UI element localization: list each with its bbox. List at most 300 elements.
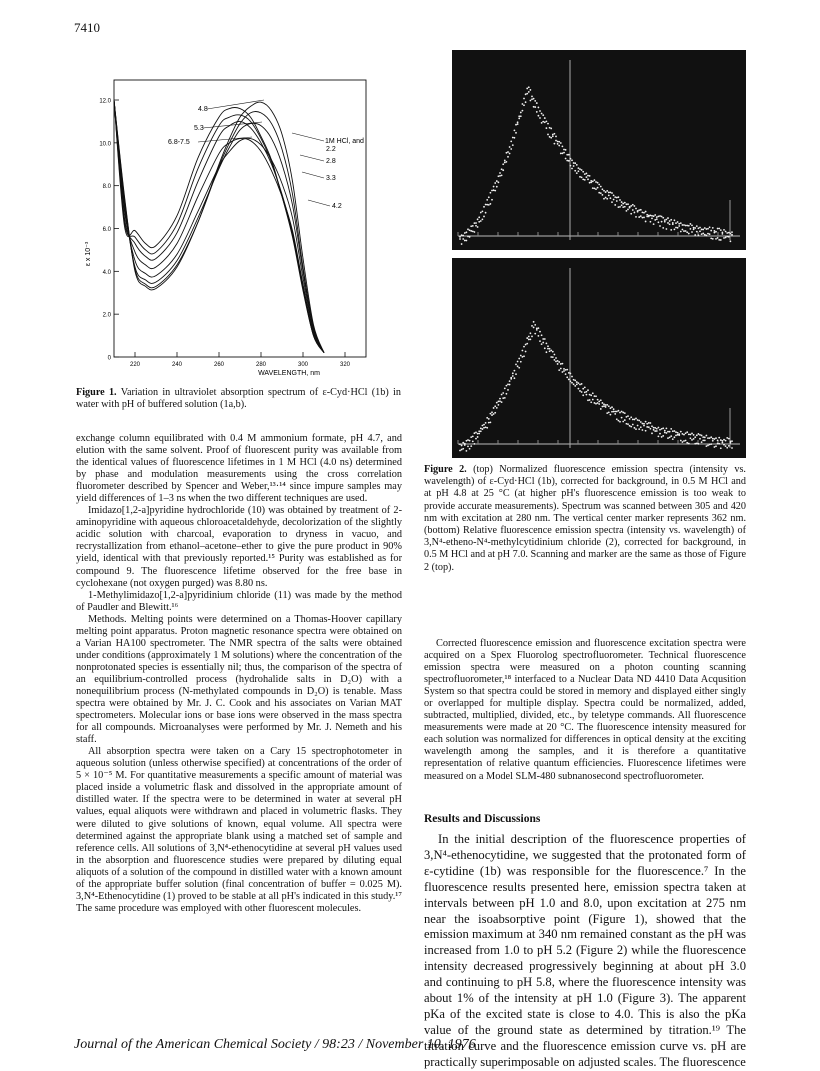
trace-dot (720, 447, 722, 449)
trace-dot (459, 236, 461, 238)
trace-dot (546, 127, 548, 129)
trace-dot (602, 402, 604, 404)
trace-dot (714, 232, 716, 234)
trace-dot (568, 160, 570, 162)
trace-dot (472, 230, 474, 232)
trace-dot (566, 369, 568, 371)
trace-dot (608, 411, 610, 413)
trace-dot (578, 167, 580, 169)
trace-dot (539, 110, 541, 112)
trace-dot (530, 338, 532, 340)
trace-dot (613, 411, 615, 413)
trace-dot (563, 368, 565, 370)
y-tick-label: 12.0 (99, 98, 111, 105)
trace-dot (493, 189, 495, 191)
trace-dot (578, 170, 580, 172)
trace-dot (590, 401, 592, 403)
trace-dot (554, 143, 556, 145)
trace-dot (478, 216, 480, 218)
trace-dot (579, 384, 581, 386)
trace-dot (579, 390, 581, 392)
curve-4-2 (114, 100, 324, 353)
curve-5-3 (114, 100, 324, 353)
trace-dot (573, 379, 575, 381)
trace-dot (526, 337, 528, 339)
trace-dot (522, 356, 524, 358)
trace-dot (710, 443, 712, 445)
trace-dot (459, 450, 461, 452)
trace-dot (646, 423, 648, 425)
trace-dot (554, 359, 556, 361)
trace-dot (616, 197, 618, 199)
trace-dot (606, 404, 608, 406)
trace-dot (680, 440, 682, 442)
trace-dot (670, 428, 672, 430)
trace-dot (728, 438, 730, 440)
trace-dot (541, 334, 543, 336)
trace-dot (731, 447, 733, 449)
trace-dot (461, 445, 463, 447)
trace-dot (678, 434, 680, 436)
trace-dot (547, 348, 549, 350)
trace-dot (586, 391, 588, 393)
trace-dot (638, 216, 640, 218)
trace-dot (491, 411, 493, 413)
photo-background (452, 258, 746, 458)
trace-dot (656, 430, 658, 432)
trace-dot (581, 383, 583, 385)
trace-dot (506, 393, 508, 395)
trace-dot (714, 446, 716, 448)
figure2-caption-text: (top) Normalized fluorescence emission spectra (intensity vs. wavelength) of ε-Cyd·HCl (1b), corrected for background, in 0.5 M HCl and at pH 4.8 at 25 °C (at higher pH's fluorescence emission is too weak to provide accurate measurements). Spectrum was scanned between 305 and 420 nm with excitation at 280 nm. The vertical center marker represents 362 nm. (bottom) Relative fluorescence emission spectra (intensity vs. wavelength) of 3,N⁴-etheno-N⁴-methylcytidinium chloride (2), corrected for background, in 0.5 M HCl and at pH 7.0. Scanning and marker are the same as those of Figure 2 (top). (424, 464, 746, 573)
trace-dot (518, 358, 520, 360)
trace-dot (528, 91, 530, 93)
figure1-curves (114, 100, 324, 353)
trace-dot (718, 228, 720, 230)
left-column-text (76, 433, 402, 915)
figure1-caption-text: Variation in ultraviolet absorption spectrum of ε-Cyd·HCl (1b) in water with pH of buffered solution (1a,b). (76, 387, 401, 411)
trace-dot (642, 211, 644, 213)
trace-dot (626, 210, 628, 212)
trace-dot (619, 206, 621, 208)
trace-dot (680, 431, 682, 433)
x-tick-label: 260 (213, 362, 225, 368)
trace-dot (522, 103, 524, 105)
trace-dot (555, 357, 557, 359)
trace-dot (525, 93, 527, 95)
trace-dot (586, 394, 588, 396)
trace-dot (531, 325, 533, 327)
trace-dot (707, 444, 709, 446)
trace-dot (478, 430, 480, 432)
trace-dot (542, 114, 544, 116)
trace-dot (568, 379, 570, 381)
trace-dot (544, 117, 546, 119)
trace-dot (483, 216, 485, 218)
trace-dot (600, 399, 602, 401)
trace-dot (712, 238, 714, 240)
trace-dot (662, 427, 664, 429)
trace-dot (659, 433, 661, 435)
trace-dot (576, 172, 578, 174)
trace-dot (462, 238, 464, 240)
trace-dot (637, 419, 639, 421)
trace-dot (638, 209, 640, 211)
trace-dot (541, 113, 543, 115)
trace-dot (520, 112, 522, 114)
trace-dot (533, 98, 535, 100)
trace-dot (573, 165, 575, 167)
trace-dot (568, 154, 570, 156)
trace-dot (664, 432, 666, 434)
trace-dot (670, 229, 672, 231)
trace-dot (730, 233, 732, 235)
trace-dot (698, 443, 700, 445)
trace-dot (526, 88, 528, 90)
trace-dot (459, 238, 461, 240)
trace-dot (525, 101, 527, 103)
photo-background (452, 50, 746, 250)
annotation-leader (300, 155, 324, 161)
trace-dot (640, 426, 642, 428)
trace-dot (539, 331, 541, 333)
trace-dot (461, 449, 463, 451)
trace-dot (512, 137, 514, 139)
trace-dot (664, 221, 666, 223)
trace-dot (714, 230, 716, 232)
trace-dot (546, 351, 548, 353)
trace-dot (718, 443, 720, 445)
trace-dot (634, 212, 636, 214)
trace-dot (469, 440, 471, 442)
trace-dot (581, 169, 583, 171)
trace-dot (544, 347, 546, 349)
trace-dot (701, 233, 703, 235)
trace-dot (648, 216, 650, 218)
trace-dot (574, 385, 576, 387)
trace-dot (491, 190, 493, 192)
trace-dot (589, 394, 591, 396)
trace-dot (659, 215, 661, 217)
trace-dot (656, 428, 658, 430)
trace-dot (669, 223, 671, 225)
trace-dot (490, 203, 492, 205)
trace-dot (504, 387, 506, 389)
trace-dot (632, 419, 634, 421)
x-tick-label: 320 (339, 362, 351, 368)
trace-dot (646, 426, 648, 428)
trace-dot (555, 361, 557, 363)
trace-dot (709, 444, 711, 446)
trace-dot (618, 420, 620, 422)
trace-dot (707, 233, 709, 235)
trace-dot (653, 215, 655, 217)
trace-dot (646, 214, 648, 216)
trace-dot (642, 429, 644, 431)
trace-dot (528, 339, 530, 341)
annotation-label: 6.8-7.5 (168, 139, 190, 146)
trace-dot (629, 418, 631, 420)
trace-dot (478, 433, 480, 435)
trace-dot (466, 440, 468, 442)
figure1-caption-label: Figure 1. (76, 387, 117, 398)
trace-dot (504, 162, 506, 164)
trace-dot (558, 361, 560, 363)
trace-dot (643, 212, 645, 214)
trace-dot (478, 221, 480, 223)
trace-dot (730, 240, 732, 242)
annotation-label: 1M HCl, and (325, 138, 364, 145)
trace-dot (650, 422, 652, 424)
trace-dot (563, 370, 565, 372)
trace-dot (674, 430, 676, 432)
trace-dot (614, 196, 616, 198)
trace-dot (557, 363, 559, 365)
trace-dot (717, 439, 719, 441)
trace-dot (632, 204, 634, 206)
trace-dot (550, 350, 552, 352)
trace-dot (557, 143, 559, 145)
trace-dot (584, 173, 586, 175)
trace-dot (707, 228, 709, 230)
trace-dot (654, 219, 656, 221)
trace-dot (510, 140, 512, 142)
trace-dot (691, 231, 693, 233)
trace-dot (512, 144, 514, 146)
trace-dot (670, 435, 672, 437)
trace-dot (696, 443, 698, 445)
trace-dot (482, 425, 484, 427)
trace-dot (536, 111, 538, 113)
trace-dot (690, 228, 692, 230)
trace-dot (696, 231, 698, 233)
trace-dot (555, 136, 557, 138)
trace-dot (677, 227, 679, 229)
trace-dot (477, 226, 479, 228)
trace-dot (712, 438, 714, 440)
trace-dot (576, 164, 578, 166)
trace-dot (666, 427, 668, 429)
trace-dot (640, 215, 642, 217)
trace-dot (517, 123, 519, 125)
trace-dot (530, 89, 532, 91)
trace-dot (504, 160, 506, 162)
trace-dot (723, 444, 725, 446)
trace-dot (630, 213, 632, 215)
trace-dot (683, 440, 685, 442)
trace-dot (586, 176, 588, 178)
trace-dot (598, 401, 600, 403)
trace-dot (637, 425, 639, 427)
trace-dot (542, 338, 544, 340)
trace-dot (467, 228, 469, 230)
trace-dot (702, 229, 704, 231)
trace-dot (669, 431, 671, 433)
trace-dot (533, 106, 535, 108)
trace-dot (715, 231, 717, 233)
trace-dot (685, 225, 687, 227)
trace-dot (472, 225, 474, 227)
trace-dot (485, 426, 487, 428)
trace-dot (571, 376, 573, 378)
trace-dot (565, 369, 567, 371)
trace-dot (704, 234, 706, 236)
trace-dot (514, 129, 516, 131)
trace-dot (526, 343, 528, 345)
trace-dot (498, 181, 500, 183)
trace-dot (512, 372, 514, 374)
trace-dot (573, 162, 575, 164)
trace-dot (650, 215, 652, 217)
trace-dot (509, 146, 511, 148)
trace-dot (592, 187, 594, 189)
trace-dot (656, 218, 658, 220)
trace-dot (717, 228, 719, 230)
trace-dot (538, 335, 540, 337)
y-tick-label: 2.0 (102, 312, 111, 319)
trace-dot (507, 384, 509, 386)
trace-dot (698, 234, 700, 236)
trace-dot (675, 434, 677, 436)
trace-dot (621, 417, 623, 419)
trace-dot (669, 220, 671, 222)
trace-dot (632, 209, 634, 211)
trace-dot (494, 412, 496, 414)
trace-dot (624, 419, 626, 421)
trace-dot (501, 168, 503, 170)
trace-dot (562, 145, 564, 147)
trace-dot (616, 418, 618, 420)
trace-dot (597, 399, 599, 401)
trace-dot (661, 428, 663, 430)
trace-dot (584, 179, 586, 181)
trace-dot (603, 198, 605, 200)
right-column-text (424, 638, 746, 783)
trace-dot (610, 414, 612, 416)
trace-dot (466, 450, 468, 452)
trace-dot (469, 229, 471, 231)
trace-dot (587, 399, 589, 401)
trace-dot (702, 439, 704, 441)
paragraph: Methods. Melting points were determined on a Thomas-Hoover capillary melting point apparatus. Proton magnetic resonance spectra were obtained on a Varian HA100 spectrometer. The NMR spectra of the salts were obtained under conditions (approximately 1 M solutions) where the concentration of the nonprotonated species is essentially nil; thus, the comparison of the spectra of an equilibrium-controlled process (hydrohalide salts in D₂O) with a nonequilibrium process (N-methylated compounds in D₂O) is tenable. Mass spectra were obtained by Mr. J. C. Cook and his associates on Varian MAT spectrometers. Molecular ions or base ions were observed in the mass spectra for all compounds. Microanalyses were performed by Mr. J. Nemeth and his staff. (76, 613, 402, 746)
trace-dot (635, 428, 637, 430)
trace-dot (661, 216, 663, 218)
page-number: 7410 (74, 20, 100, 35)
trace-dot (694, 234, 696, 236)
trace-dot (533, 327, 535, 329)
trace-dot (672, 438, 674, 440)
trace-dot (693, 434, 695, 436)
trace-dot (578, 382, 580, 384)
y-tick-label: 10.0 (99, 141, 111, 148)
trace-dot (507, 151, 509, 153)
trace-dot (590, 180, 592, 182)
trace-dot (690, 437, 692, 439)
trace-dot (560, 363, 562, 365)
trace-dot (602, 406, 604, 408)
trace-dot (515, 364, 517, 366)
trace-dot (581, 391, 583, 393)
trace-dot (563, 149, 565, 151)
trace-dot (534, 106, 536, 108)
trace-dot (629, 207, 631, 209)
trace-dot (512, 375, 514, 377)
trace-dot (587, 175, 589, 177)
trace-dot (667, 222, 669, 224)
trace-dot (662, 217, 664, 219)
trace-dot (611, 411, 613, 413)
trace-dot (550, 356, 552, 358)
trace-dot (590, 394, 592, 396)
x-tick-label: 240 (171, 362, 183, 368)
trace-dot (570, 165, 572, 167)
trace-dot (560, 153, 562, 155)
trace-dot (624, 202, 626, 204)
trace-dot (645, 211, 647, 213)
trace-dot (702, 233, 704, 235)
trace-dot (618, 206, 620, 208)
trace-dot (477, 436, 479, 438)
trace-dot (486, 417, 488, 419)
trace-dot (469, 236, 471, 238)
trace-dot (522, 110, 524, 112)
trace-dot (635, 216, 637, 218)
trace-dot (530, 100, 532, 102)
trace-dot (488, 196, 490, 198)
trace-dot (494, 190, 496, 192)
trace-dot (678, 225, 680, 227)
trace-dot (523, 98, 525, 100)
trace-dot (686, 225, 688, 227)
trace-dot (538, 327, 540, 329)
trace-dot (651, 215, 653, 217)
trace-dot (507, 156, 509, 158)
trace-dot (554, 354, 556, 356)
trace-dot (517, 365, 519, 367)
trace-dot (654, 427, 656, 429)
trace-dot (499, 172, 501, 174)
trace-dot (658, 427, 660, 429)
trace-dot (694, 227, 696, 229)
trace-dot (638, 428, 640, 430)
trace-dot (627, 415, 629, 417)
trace-dot (550, 128, 552, 130)
trace-dot (645, 221, 647, 223)
trace-dot (710, 436, 712, 438)
trace-dot (549, 127, 551, 129)
trace-dot (659, 225, 661, 227)
trace-dot (666, 432, 668, 434)
trace-dot (547, 345, 549, 347)
trace-dot (558, 145, 560, 147)
trace-dot (488, 418, 490, 420)
trace-dot (701, 435, 703, 437)
trace-dot (582, 178, 584, 180)
trace-dot (725, 231, 727, 233)
trace-dot (638, 420, 640, 422)
trace-dot (691, 433, 693, 435)
trace-dot (520, 355, 522, 357)
annotation-label: 3.3 (326, 175, 336, 182)
trace-dot (651, 217, 653, 219)
trace-dot (664, 219, 666, 221)
trace-dot (717, 443, 719, 445)
trace-dot (571, 382, 573, 384)
trace-dot (608, 192, 610, 194)
trace-dot (678, 223, 680, 225)
trace-dot (517, 361, 519, 363)
trace-dot (602, 188, 604, 190)
